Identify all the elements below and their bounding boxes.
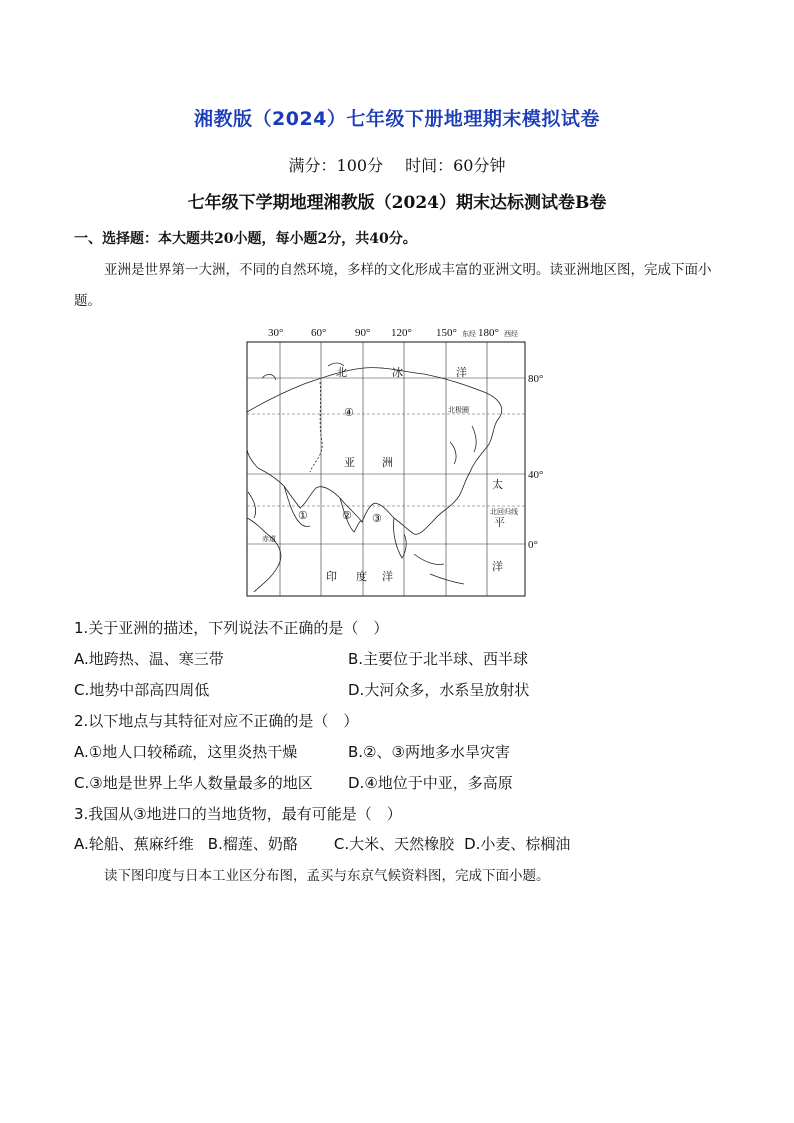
q3-options bbox=[74, 833, 584, 854]
pacific-label-3: 洋 bbox=[492, 560, 503, 573]
tick-180: 180° bbox=[478, 327, 499, 339]
q2-option-d[interactable]: D.④地位于中亚，多高原 bbox=[348, 774, 513, 792]
q2-option-c[interactable]: C.③地是世界上华人数量最多的地区 bbox=[74, 774, 313, 792]
marker-1: ① bbox=[298, 510, 308, 522]
exam-time: 时间：60分钟 bbox=[405, 156, 506, 175]
arctic-label-2: 冰 bbox=[392, 366, 403, 379]
east-label: 东经 bbox=[462, 330, 476, 338]
section-heading: 一、选择题：本大题共20小题，每小题2分，共40分。 bbox=[74, 231, 417, 247]
q3-option-b[interactable]: B.榴莲、奶酪 bbox=[207, 835, 298, 853]
tick-0: 0° bbox=[528, 539, 538, 551]
tick-80n: 80° bbox=[528, 373, 544, 385]
q1-option-b[interactable]: B.主要位于北半球、西半球 bbox=[348, 650, 529, 668]
marker-2: ② bbox=[342, 510, 352, 522]
arctic-circle-label: 北极圈 bbox=[448, 406, 469, 414]
indian-label-2: 度 bbox=[356, 570, 367, 583]
indian-label-3: 洋 bbox=[382, 570, 393, 583]
score-time-line bbox=[0, 153, 794, 176]
asia-map bbox=[244, 322, 554, 602]
pacific-label-2: 平 bbox=[494, 516, 505, 529]
indian-label-1: 印 bbox=[326, 570, 337, 583]
q3-option-d[interactable]: D.小麦、棕榈油 bbox=[464, 835, 571, 853]
q1-option-a[interactable]: A.地跨热、温、寒三带 bbox=[74, 650, 224, 668]
full-score: 满分：100分 bbox=[288, 156, 384, 175]
asia-label-2: 洲 bbox=[382, 456, 393, 469]
arctic-label-1: 北 bbox=[336, 366, 347, 379]
arctic-label-3: 洋 bbox=[456, 366, 467, 379]
question-1-stem: 1.关于亚洲的描述，下列说法不正确的是（ ） bbox=[74, 619, 389, 637]
map-frame bbox=[247, 342, 525, 596]
map-grid bbox=[247, 342, 525, 596]
tick-60: 60° bbox=[311, 327, 327, 339]
tropic-label: 北回归线 bbox=[490, 508, 518, 516]
q1-option-d[interactable]: D.大河众多，水系呈放射状 bbox=[348, 681, 530, 699]
q3-option-c[interactable]: C.大米、天然橡胶 bbox=[333, 835, 455, 853]
asia-label-1: 亚 bbox=[344, 456, 355, 469]
asia-europe-boundary bbox=[310, 382, 322, 472]
main-title: 湘教版（2024）七年级下册地理期末模拟试卷 bbox=[194, 108, 600, 130]
tick-150: 150° bbox=[436, 327, 457, 339]
equator-label: 赤道 bbox=[262, 535, 276, 543]
marker-3: ③ bbox=[372, 513, 382, 525]
asia-map-svg bbox=[244, 322, 554, 602]
pacific-label-1: 太 bbox=[492, 478, 503, 491]
q2-option-b[interactable]: B.②、③两地多水旱灾害 bbox=[348, 743, 510, 761]
q3-option-a[interactable]: A.轮船、蕉麻纤维 bbox=[74, 835, 194, 853]
tick-120: 120° bbox=[391, 327, 412, 339]
question-3-stem: 3.我国从③地进口的当地货物，最有可能是（ ） bbox=[74, 805, 402, 823]
tick-40n: 40° bbox=[528, 469, 544, 481]
west-label: 西经 bbox=[504, 330, 518, 338]
marker-4: ④ bbox=[344, 407, 354, 419]
sub-title: 七年级下学期地理湘教版（2024）期末达标测试卷B卷 bbox=[187, 193, 607, 213]
question-2-stem: 2.以下地点与其特征对应不正确的是（ ） bbox=[74, 712, 359, 730]
tick-90: 90° bbox=[355, 327, 371, 339]
section-intro: 亚洲是世界第一大洲，不同的自然环境，多样的文化形成丰富的亚洲文明。读亚洲地区图，完成下面小题。 bbox=[74, 262, 712, 309]
q2-option-a[interactable]: A.①地人口较稀疏，这里炎热干燥 bbox=[74, 743, 298, 761]
coastlines bbox=[247, 363, 502, 592]
tick-30: 30° bbox=[268, 327, 284, 339]
q1-option-c[interactable]: C.地势中部高四周低 bbox=[74, 681, 210, 699]
next-question-intro: 读下图印度与日本工业区分布图，孟买与东京气候资料图，完成下面小题。 bbox=[104, 868, 550, 884]
